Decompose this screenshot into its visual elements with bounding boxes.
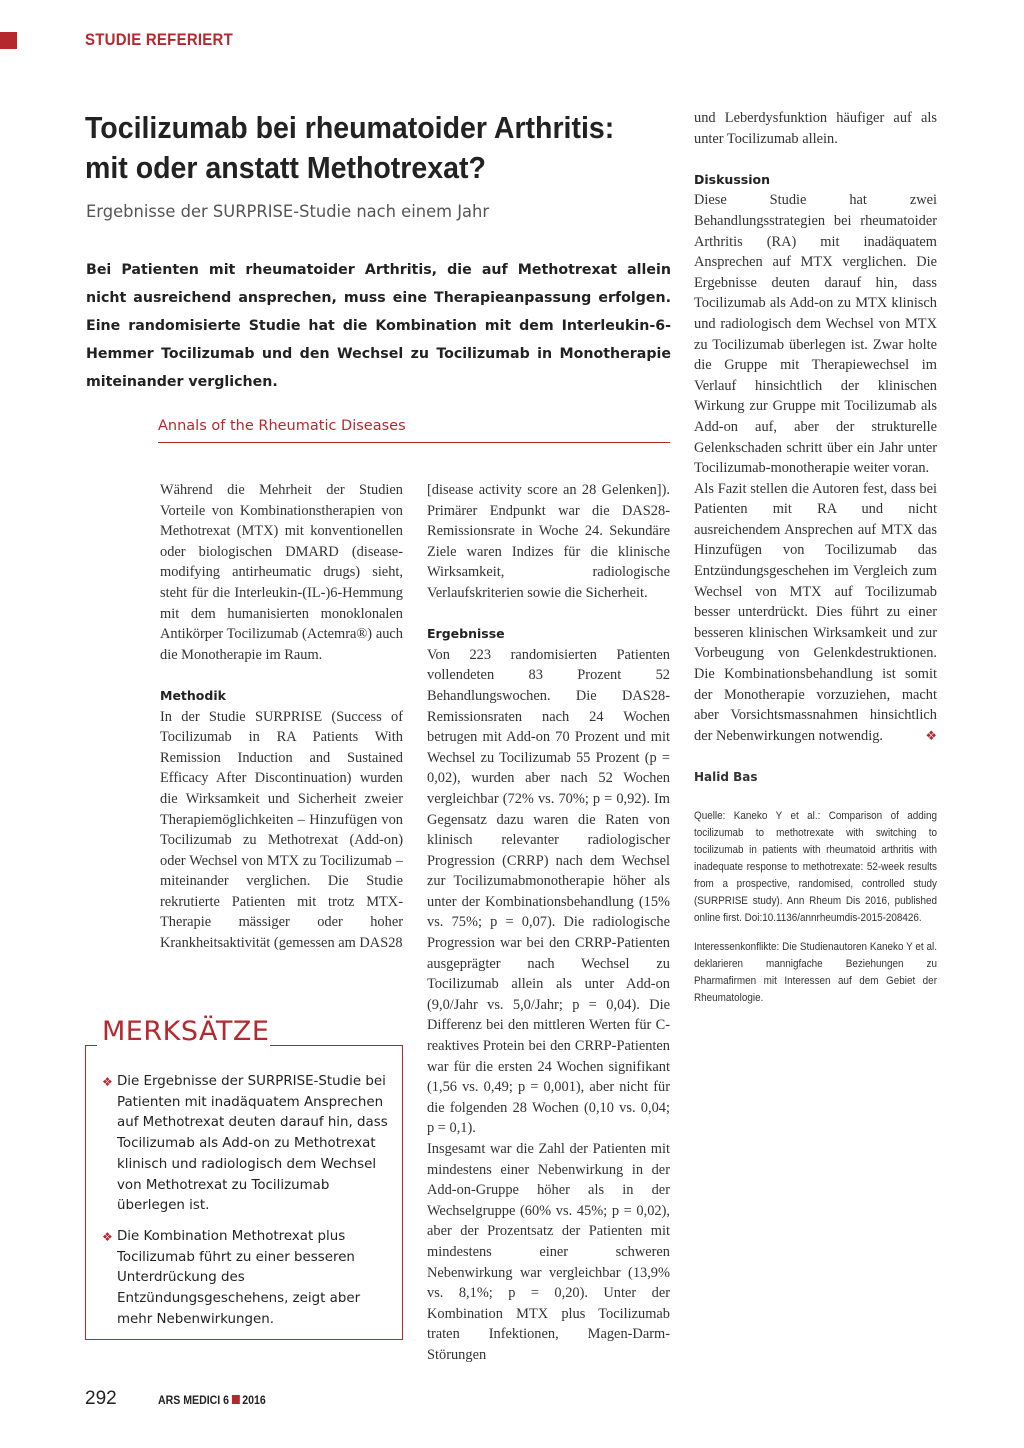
methodik-paragraph: In der Studie SURPRISE (Success of Tocilizumab in RA Patients With Remission Induction and Sustained Efficacy After Discontinuation) wurden die Wirksamkeit und Sicherheit zweier Therapiemöglichkeiten – Hinzufügen von Tocilizumab zu Methotrexat (Add-on) oder Wechsel von MTX zu Tocilizumab – miteinander verglichen. Die Studie rekrutierte Patienten mit trotz MTX-Therapie mässiger oder hoher Krankheitsaktivität (gemessen am DAS28 (160, 708, 403, 952)
methodik-heading: Methodik (160, 687, 226, 703)
source-journal: Annals of the Rheumatic Diseases (158, 418, 406, 434)
merksaetze-border-right (270, 1045, 403, 1046)
diskussion-heading: Diskussion (694, 171, 770, 187)
merksaetze-item-text: Die Kombination Methotrexat plus Tocilizumab führt zu einer besseren Unterdrückung des Entzündungsgeschehens, zeigt aber mehr Nebenwirkungen. (117, 1228, 361, 1327)
diamond-bullet-icon: ❖ (102, 1075, 113, 1089)
title-line-2: mit oder anstatt Methotrexat? (85, 150, 486, 185)
article-lead: Bei Patienten mit rheumatoider Arthritis, die auf Methotrexat allein nicht ausreichend ansprechen, muss eine Therapieanpassung erfolgen. Eine randomisierte Studie hat die Kombination mit dem Interleukin-6-Hemmer Tocilizumab und den Wechsel zu Tocilizumab in Monotherapie miteinander verglichen. (86, 262, 671, 390)
merksaetze-item-text: Die Ergebnisse der SURPRISE-Studie bei Patienten mit inadäquatem Ansprechen auf Methotrexat deuten darauf hin, dass Tocilizumab als Add-on zu Methotrexat klinisch und radiologisch dem Wechsel von Methotrexat zu Tocilizumab überlegen ist. (117, 1074, 388, 1214)
page-number: 292 (85, 1388, 117, 1409)
merksaetze-border-left (85, 1045, 97, 1046)
merksaetze-item (102, 1072, 392, 1217)
footer-journal-name: ARS MEDICI 6 (158, 1393, 230, 1407)
intro-paragraph: Während die Mehrheit der Studien Vorteile von Kombinationstherapien von Methotrexat (MTX) mit konventionellen oder biologischen DMARD (disease-modifying antirheumatic drugs) sieht, steht für die Interleukin-(IL-)6-Hemmung mit dem humanisierten monoklonalen Antikörper Tocilizumab (Actemra®) auch die Monotherapie im Raum. (160, 482, 403, 663)
source-divider (158, 442, 670, 443)
section-label: STUDIE REFERIERT (85, 30, 234, 49)
body-column-1 (160, 480, 403, 954)
ergebnisse-heading: Ergebnisse (427, 626, 505, 642)
diamond-bullet-icon: ❖ (102, 1229, 113, 1244)
footer-journal (158, 1393, 266, 1407)
source-citation: Quelle: Kaneko Y et al.: Comparison of adding tocilizumab to methotrexate with switching to tocilizumab in patients with rheumatoid arthritis with inadequate response to methotrexate: 52-week results from a prospective, randomised, controlled study (SURPRISE study). Ann Rheum Dis 2016, published online first. Doi:10.1136/annrheumdis-2015-208426. (694, 810, 937, 925)
article-subtitle: Ergebnisse der SURPRISE-Studie nach einem Jahr (86, 202, 490, 222)
ergebnisse-paragraph-2: Insgesamt war die Zahl der Patienten mit mindestens einer Nebenwirkung in der Add-on-Gruppe höher als in der Wechselgruppe (60% vs. 45%; p = 0,02), aber der Prozentsatz der Patienten mit mindestens einer schweren Nebenwirkung war vergleichbar (13,9% vs. 8,1%; p = 0,20). Unter der Kombination MTX plus Tocilizumab traten Infektionen, Magen-Darm-Störungen (427, 1141, 670, 1363)
diskussion-paragraph-2-text: Als Fazit stellen die Autoren fest, dass bei Patienten mit RA und nicht ausreichendem Ansprechen auf MTX das Hinzufügen von Tocilizumab das Entzündungsgeschehen im Vergleich zum Wechsel von MTX auf Tocilizumab besser unterdrückt. Dies führt zu einer besseren klinischen Wirksamkeit und zur Vorbeugung von Gelenkdestruktionen. Die Kombinationsbehandlung ist somit der Monotherapie vorzuziehen, macht aber Vorsichtsmassnahmen hinsichtlich der Nebenwirkungen notwendig. (694, 480, 937, 744)
diskussion-paragraph-2 (694, 479, 937, 747)
body-column-3 (694, 108, 937, 1007)
conflict-of-interest: Interessenkonflikte: Die Studienautoren Kaneko Y et al. deklarieren mannigfache Beziehungen zu Pharmafirmen mit Interessen auf dem Gebiet der Rheumatologie. (694, 941, 937, 1005)
diskussion-paragraph-1: Diese Studie hat zwei Behandlungsstrategien bei rheumatoider Arthritis (RA) mit inadäquatem Ansprechen auf MTX verglichen. Die Ergebnisse deuten darauf hin, dass Tocilizumab als Add-on zu MTX klinisch und radiologisch dem Wechsel von MTX zu Tocilizumab überlegen ist. Zwar holte die Gruppe mit Therapiewechsel im Verlauf hinsichtlich der klinischen Wirkung zur Gruppe mit Tocilizumab als Add-on auf, aber der strukturelle Gelenkschaden schritt über ein Jahr unter Tocilizumab-monotherapie weiter voran. (694, 192, 937, 477)
merksaetze-list (102, 1072, 392, 1340)
author-name: Halid Bas (694, 770, 758, 784)
end-mark-icon: ❖ (925, 727, 937, 743)
ergebnisse-continuation: und Leberdysfunktion häufiger auf als unter Tocilizumab allein. (694, 110, 937, 147)
methodik-continuation: [disease activity score an 28 Gelenken]). Primärer Endpunkt war die DAS28-Remissionsrate in Woche 24. Sekundäre Ziele waren Indizes für die klinische Wirksamkeit, radiologische Verlaufskriterien sowie die Sicherheit. (427, 482, 670, 601)
section-marker-square (0, 32, 17, 49)
merksaetze-item (102, 1227, 392, 1331)
merksaetze-title: MERKSÄTZE (102, 1016, 270, 1047)
title-line-1: Tocilizumab bei rheumatoider Arthritis: (85, 110, 615, 145)
ergebnisse-paragraph-1: Von 223 randomisierten Patienten vollendeten 83 Prozent 52 Behandlungswochen. Die DAS28-Remissionsraten nach 24 Wochen betrugen mit Add-on 70 Prozent und mit Wechsel zu Tocilizumab 55 Prozent (p = 0,02), wurden aber nach 52 Wochen vergleichbar (72% vs. 70%; p = 0,92). Im Gegensatz dazu waren die Raten von klinisch relevanter radiologischer Progression (CRRP) nach dem Wechsel zur Tocilizumabmonotherapie höher als unter der Kombinationsbehandlung (15% vs. 75%; p = 0,07). Die radiologische Progression war bei den CRRP-Patienten ausgeprägter nach Wechsel zu Tocilizumab allein als unter Add-on (9,0/Jahr vs. 5,0/Jahr; p = 0,04). Die Differenz bei den mittleren Werten für C-reaktives Protein bei den CRRP-Patienten war für die ersten 24 Wochen signifikant (1,56 vs. 0,49; p = 0,001), aber nicht für die folgenden 28 Wochen (0,10 vs. 0,04; p = 0,1). (427, 646, 670, 1137)
footer-year: 2016 (242, 1393, 266, 1407)
body-column-2 (427, 480, 670, 1366)
footer-square-icon (232, 1395, 240, 1404)
article-title (85, 108, 619, 188)
